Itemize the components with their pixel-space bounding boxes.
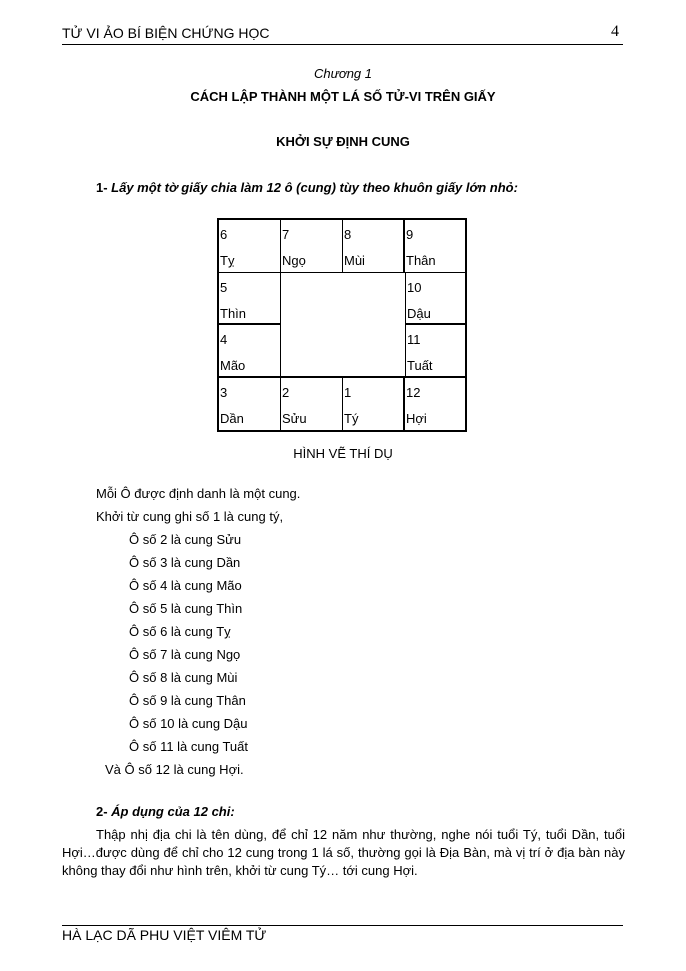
- palace-name: Ngọ: [282, 253, 306, 268]
- palace-cell-thin: [219, 273, 281, 325]
- palace-name: Tuất: [407, 358, 433, 373]
- list-item: Ô số 11 là cung Tuất: [129, 739, 248, 754]
- palace-number: 5: [220, 280, 228, 295]
- palace-cell-mui: [343, 220, 405, 273]
- palace-number: 4: [220, 332, 228, 347]
- page-number: 4: [611, 23, 619, 40]
- step-2-heading: [96, 804, 235, 819]
- palace-name: Hợi: [406, 411, 427, 426]
- list-item: Ô số 4 là cung Mão: [129, 578, 242, 593]
- palace-number: 6: [220, 227, 228, 242]
- palace-cell-hoi: [405, 378, 465, 430]
- palace-center: [281, 273, 405, 378]
- chapter-label: Chương 1: [313, 66, 373, 81]
- palace-name: Mùi: [344, 253, 365, 268]
- palace-cell-dan: [219, 378, 281, 430]
- step-1-heading: [96, 180, 518, 195]
- palace-number: 3: [220, 385, 228, 400]
- list-item: Ô số 2 là cung Sửu: [129, 532, 242, 547]
- footer-title: HÀ LẠC DÃ PHU VIỆT VIÊM TỬ: [62, 927, 267, 943]
- palace-number: 12: [406, 385, 421, 400]
- palace-name: Thân: [406, 253, 436, 268]
- palace-cell-dau: [405, 273, 465, 325]
- step-1-number: 1-: [96, 180, 112, 195]
- list-item: Ô số 9 là cung Thân: [129, 693, 246, 708]
- list-item: Ô số 5 là cung Thìn: [129, 601, 243, 616]
- palace-name: Dậu: [407, 306, 431, 321]
- body-paragraph: Thập nhị địa chi là tên dùng, để chỉ 12 năm như thường, nghe nói tuổi Tý, tuổi Dần, tuổi Hợi…được dùng để chỉ cho 12 cung trong 1 lá số, thường gọi là Địa Bàn, mà vị trí ở địa bàn này không thay đổi như hình trên, khởi từ cung Tý… tới cung Hợi.: [62, 827, 625, 878]
- palace-cell-ngo: [281, 220, 343, 273]
- palace-number: 1: [344, 385, 352, 400]
- palace-number: 8: [344, 227, 352, 242]
- palace-cell-ty: [219, 220, 281, 273]
- header-divider: [62, 44, 623, 45]
- paragraph: Khởi từ cung ghi số 1 là cung tý,: [96, 509, 284, 524]
- palace-grid: [217, 218, 467, 432]
- list-item: Ô số 8 là cung Mùi: [129, 670, 238, 685]
- palace-name: Tý: [344, 411, 359, 426]
- palace-cell-ty-rat: [343, 378, 405, 430]
- list-item: Ô số 6 là cung Tỵ: [129, 624, 231, 639]
- palace-cell-than: [405, 220, 465, 273]
- palace-number: 10: [407, 280, 422, 295]
- step-1-text: Lấy một tờ giấy chia làm 12 ô (cung) tùy theo khuôn giấy lớn nhỏ:: [111, 180, 518, 195]
- chapter-title: CÁCH LẬP THÀNH MỘT LÁ SỐ TỬ-VI TRÊN GIẤY: [190, 89, 496, 104]
- palace-cell-suu: [281, 378, 343, 430]
- palace-name: Thìn: [220, 306, 247, 321]
- palace-number: 2: [282, 385, 290, 400]
- palace-number: 7: [282, 227, 290, 242]
- footer-divider: [62, 925, 623, 926]
- palace-number: 11: [407, 332, 421, 347]
- palace-name: Sửu: [282, 411, 307, 426]
- header-title: TỬ VI ẢO BÍ BIỆN CHỨNG HỌC: [62, 25, 270, 41]
- palace-name: Mão: [220, 358, 246, 373]
- list-item-last: Và Ô số 12 là cung Hợi.: [105, 762, 244, 777]
- palace-cell-tuat: [405, 325, 465, 378]
- step-2-number: 2-: [96, 804, 112, 819]
- list-item: Ô số 10 là cung Dậu: [129, 716, 248, 731]
- palace-name: Tỵ: [220, 253, 235, 268]
- list-item: Ô số 7 là cung Ngọ: [129, 647, 241, 662]
- figure-caption: HÌNH VẼ THÍ DỤ: [293, 446, 393, 461]
- palace-name: Dần: [220, 411, 244, 426]
- paragraph: Mỗi Ô được định danh là một cung.: [96, 486, 301, 501]
- palace-cell-mao: [219, 325, 281, 378]
- section-title: KHỞI SỰ ĐỊNH CUNG: [276, 134, 410, 149]
- step-2-text: Áp dụng của 12 chi:: [111, 804, 235, 819]
- list-item: Ô số 3 là cung Dần: [129, 555, 241, 570]
- palace-number: 9: [406, 227, 414, 242]
